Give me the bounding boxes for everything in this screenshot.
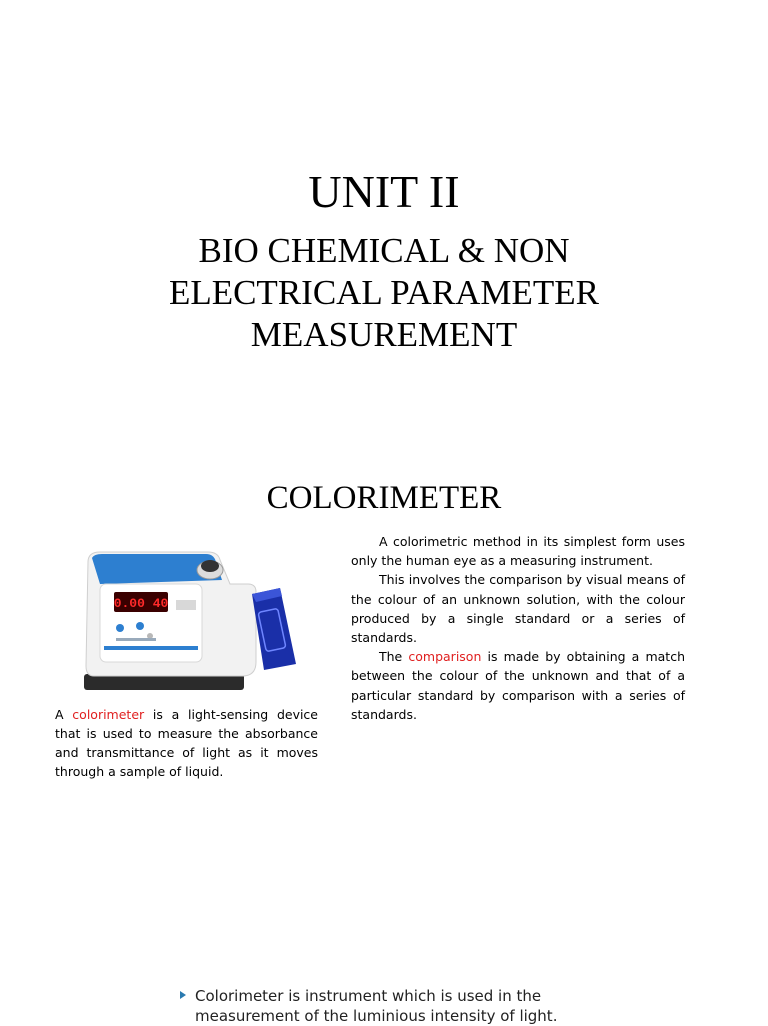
paragraph-text: This involves the comparison by visual means of the colour of an unknown solution, with the colour produced by a single standard or a series of standards. <box>351 572 685 646</box>
paragraph <box>351 647 685 724</box>
subtitle-line: MEASUREMENT <box>250 315 518 354</box>
device-caption <box>55 705 318 781</box>
subtitle-line: ELECTRICAL PARAMETER <box>168 273 600 312</box>
caption-highlight: colorimeter <box>72 707 145 722</box>
colorimeter-device-image <box>80 544 310 704</box>
paragraph <box>351 532 685 570</box>
paragraph-text: The <box>379 649 409 665</box>
paragraph-text: is made by obtaining a match between the colour of the unknown and that of a particular standard by comparison with a series of standards. <box>351 649 685 722</box>
definition-slide <box>0 960 768 1024</box>
title-slide <box>0 0 768 420</box>
paragraph-text: A colorimetric method in its simplest form uses only the human eye as a measuring instrument. <box>351 534 685 569</box>
subtitle-line: BIO CHEMICAL & NON <box>198 231 570 270</box>
paragraph <box>351 570 685 647</box>
caption-text: A <box>55 707 73 722</box>
unit-title: UNIT II <box>308 166 460 217</box>
caption-text: is a light-sensing device that is used to measure the absorbance and transmittance of light as it moves through a sample of liquid. <box>55 707 318 779</box>
slide-heading: COLORIMETER <box>266 480 502 516</box>
bullet-text: Colorimeter is instrument which is used in the measurement of the luminious intensity of light. <box>195 987 558 1025</box>
bullet-arrow-icon <box>180 991 186 999</box>
device-display-readout: 0.00 40 <box>113 596 169 611</box>
unit-subtitle <box>0 230 768 356</box>
body-text <box>351 532 685 724</box>
colorimeter-slide <box>0 470 768 890</box>
paragraph-highlight: comparison <box>408 649 482 665</box>
